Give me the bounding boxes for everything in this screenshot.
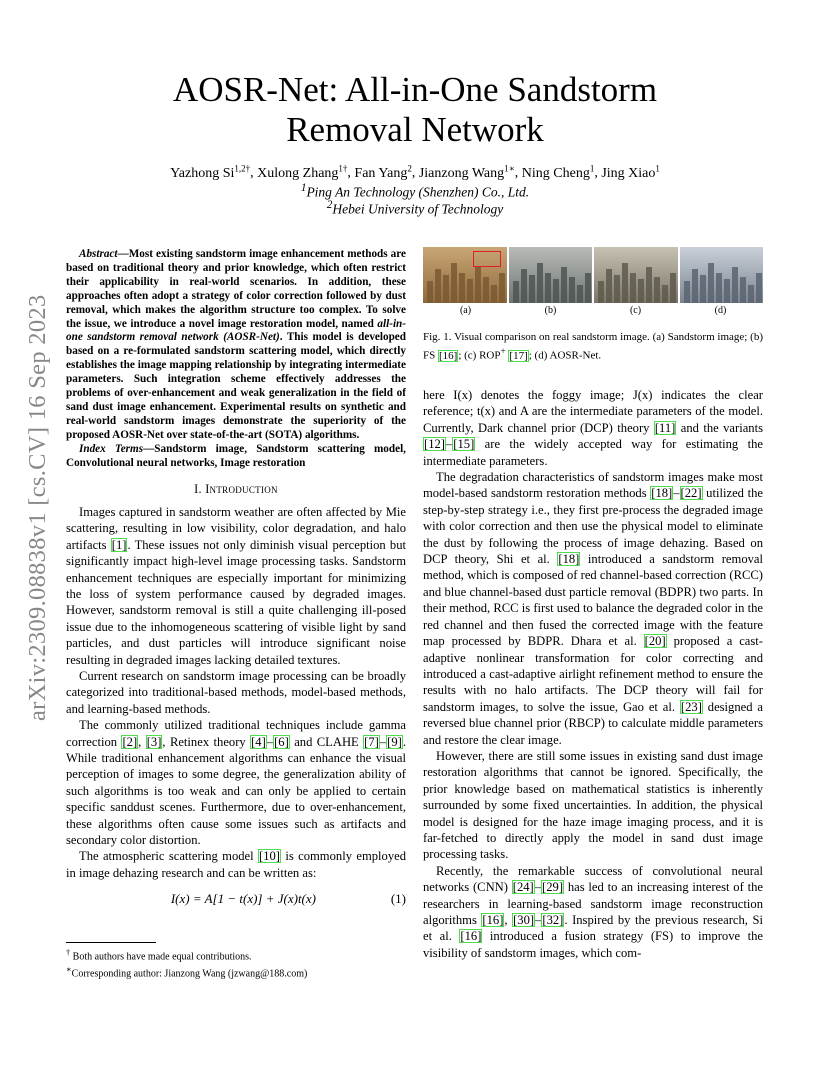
affiliation-2: $^2$Hebei University of Technology [326,199,504,217]
author-name: Fan Yang$^2$ [354,163,412,181]
author-name: Jing Xiao$^1$ [601,163,660,181]
footnotes [66,942,406,981]
abstract: Abstract—Most existing sandstorm image enhancement methods are based on traditional theory and prior knowledge, which often restrict their applicability in real-world scenarios. In addition, these approaches often adopt a strategy of color correction followed by dust removal, which makes the algorithm structure too complex. To solve the issue, we introduce a novel image restoration model, named all-in-one sandstorm removal network (AOSR-Net). This model is developed based on a re-formulated sandstorm scattering model, which directly establishes the image mapping relationship by integrating intermediate parameters. Such integration scheme effectively addresses the problems of over-enhancement and weak generalization in the field of sand dust image enhancement. Experimental results on synthetic and real-world sandstorm images demonstrate the superiority of the proposed AOSR-Net over state-of-the-art (SOTA) algorithms. [66,248,406,441]
right-paragraph-2: The degradation characteristics of sandstorm images make most model-based sandstorm restoration methods [18]–[22] utilized the step-by-step strategy i.e., they first pre-process the degraded image with color correction and then use the physical model to eliminate the dust by following the process of image dehazing. Based on DCP theory, Shi et al. [18] introduced a sandstorm removal method, which is composed of red channel-based correction (RCC) and blue channel-based dust particle removal (BDPR) two parts. In their method, RCC is first used to balance the degraded color in the red channel and then fused the corrected image with the feature map processed by BDPR. Dhara et al. [20] proposed a cast-adaptive nonlinear transformation for color correcting and introduced a cast-adaptive airlight refinement method to ensure the results with no halo artifacts. The DCP theory will fail for sandstorm images, to solve the issue, Gao et al. [23] designed a reversed blue channel prior (RBCP) to calculate middle parameters and restore the clear image. [423,470,764,747]
author-name: Xulong Zhang$^{1\dagger}$ [257,163,348,181]
author-name: Ning Cheng$^1$ [521,163,595,181]
citation-link[interactable]: [16] [460,929,482,944]
right-paragraph-3: However, there are still some issues in existing sand dust image restoration algorithms that cannot be ignored. Specifically, the prior knowledge based on mathematical statistics is inherently surrounded by some fixed uncertainties. In addition, the physical model is designed for the haze image imaging process, and it is far-fetched to directly apply the model in sand dust image processing tasks. [423,748,763,862]
citation-link[interactable]: [17] [509,349,528,362]
sublabel-a: (a) [459,305,472,316]
figure-panel-image [680,247,764,303]
figure-1-caption: Fig. 1. Visual comparison on real sandstorm image. (a) Sandstorm image; (b) FS [16]; (c) ROP+ [17]; (d) AOSR-Net. [423,331,763,362]
intro-paragraph-1: Images captured in sandstorm weather are often affected by Mie scattering, resulting in low visibility, color degradation, and halo artifacts [1]. These issues not only diminish visual perception but significantly impact high-level image processing tasks. Sandstorm enhancement techniques are especially important for minimizing the loss of system performance caused by degraded images. However, sandstorm removal is still a quite challenging ill-posed issue due to the inhomogeneous scattering of visible light by sand particles, and dust particles will introduce significant noise resulting in degraded images lacking detailed textures. [66,504,406,667]
citation-link[interactable]: [2] [122,734,138,749]
arxiv-identifier: arXiv:2309.08838v1 [cs.CV] 16 Sep 2023 [24,294,51,722]
equation-1: I(x) = A[1 − t(x)] + J(x)t(x) (1) [170,891,406,907]
citation-link[interactable]: [10] [259,849,280,864]
citation-link[interactable]: [16] [482,913,504,927]
right-paragraph-4: Recently, the remarkable success of convolutional neural networks (CNN) [24]–[29] has led to an increasing interest of the researchers in learning-based sandstorm image reconstruction algorithms [16], [30]–[32]. Inspired by the previous research, Si et al. [16] introduced a fusion strategy (FS) to improve the visibility of sandstorm images, which com- [423,863,764,960]
section-heading-introduction: I. Introduction [194,481,278,496]
citation-link[interactable]: [4] [251,734,266,749]
right-column [423,387,763,961]
sublabel-b: (b) [544,305,557,316]
citation-link[interactable]: [11] [654,420,676,435]
paper-title: AOSR-Net: All-in-One Sandstorm Removal Network [172,70,658,149]
citation-link[interactable]: [20] [644,634,666,649]
highlight-box [473,251,501,267]
figure-1-sublabels [423,305,763,316]
intro-paragraph-2: Current research on sandstorm image processing can be broadly categorized into traditional-based methods, model-based methods, and learning-based methods. [66,668,406,716]
author-name: Yazhong $Si^{1,2\dagger}$ [170,163,251,181]
index-terms: Index Terms—Sandstorm image, Sandstorm scattering model, Convolutional neural networks, Image restoration [66,442,406,469]
citation-link[interactable]: [1] [111,537,127,552]
right-paragraph-1: here I(x) denotes the foggy image; J(x) indicates the clear reference; t(x) and A are the intermediate parameters of the model. Currently, Dark channel prior (DCP) theory [11] and the variants [12]–[15] are the widely accepted way for estimating the intermediate parameters. [423,388,763,468]
affiliation-1: $^1$Ping An Technology (Shenzhen) Co., Ltd. [300,182,530,200]
author-name: Jianzong Wang$^{1∗}$ [418,163,515,181]
intro-paragraph-3: The commonly utilized traditional techniques include gamma correction [2], [3], Retinex theory [4]–[6] and CLAHE [7]–[9]. While traditional enhancement algorithms can enhance the visual perception of images to some degree, the generalization ability of such algorithms is too weak and can only be applied to certain specific sanddust scenes. Furthermore, due to over-enhancement, these algorithms often cause some issues such as artifacts and secondary color distortion. [66,718,406,848]
citation-link[interactable]: [7] [364,734,379,749]
sublabel-d: (d) [714,305,727,316]
figure-panel-image [509,247,593,303]
citation-link[interactable]: [6] [274,734,289,749]
citation-link[interactable]: [16] [439,349,458,362]
citation-link[interactable]: [23] [680,699,702,714]
citation-link[interactable]: [18] [651,486,673,501]
citation-link[interactable]: [3] [146,734,162,749]
citation-link[interactable]: [29] [542,880,564,895]
citation-link[interactable]: [22] [680,486,702,501]
citation-link[interactable]: [9] [387,734,402,749]
intro-paragraph-4: The atmospheric scattering model [10] is commonly employed in image dehazing research and can be written as: [66,849,407,880]
author-list: Yazhong $Si^{1,2\dagger}$, Xulong Zhang$^{1\dagger}$, Fan Yang$^2$, Jianzong Wang$^{1∗}$, Ning Cheng$^1$, Jing Xiao$^1$ [170,163,660,181]
citation-link[interactable]: [15] [453,437,475,452]
sublabel-c: (c) [629,305,642,316]
footnote-corresponding-author: ∗Corresponding author: Jianzong Wang (jzwang@188.com) [66,965,308,980]
figure-panel-image [594,247,678,303]
citation-link[interactable]: [30] [513,913,535,927]
footnote-equal-contribution: † Both authors have made equal contributions. [66,948,252,963]
citation-link[interactable]: [12] [424,437,445,452]
figure-panel-image [423,247,507,303]
figure-1-panels [423,247,763,303]
citation-link[interactable]: [18] [558,552,580,567]
left-column [66,248,406,920]
citation-link[interactable]: [32] [542,913,564,927]
citation-link[interactable]: [24] [512,880,534,895]
